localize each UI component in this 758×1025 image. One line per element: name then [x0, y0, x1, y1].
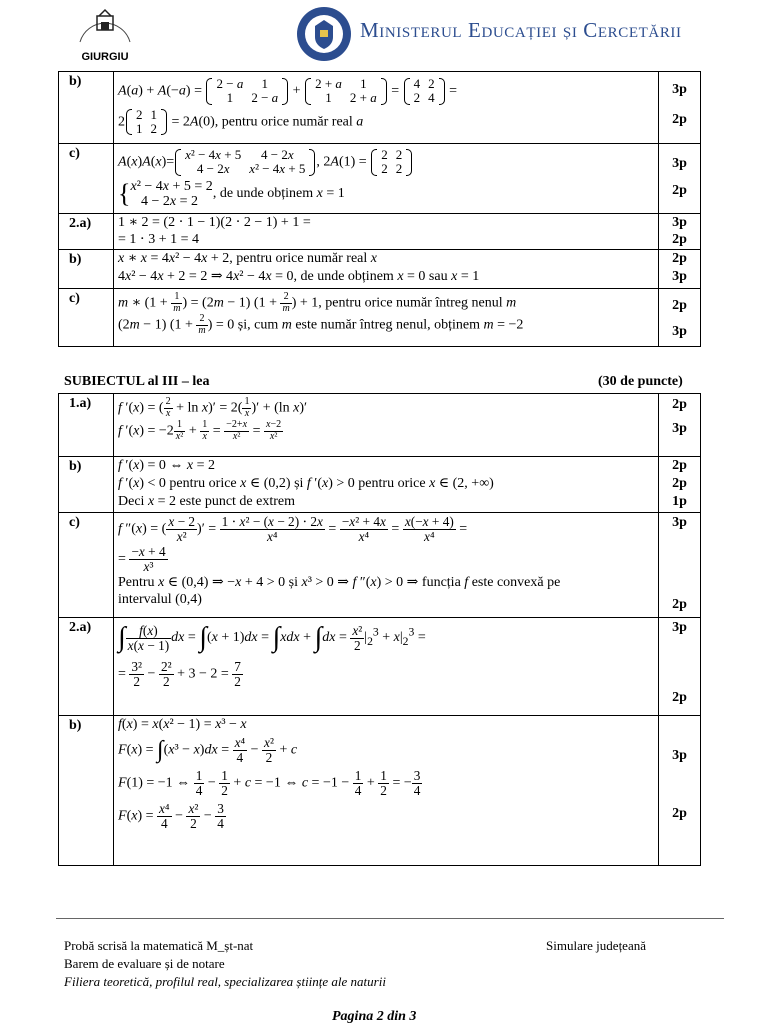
item-solution: x ∗ x = 4x² − 4x + 2, pentru orice număr real x 4x² − 4x + 2 = 2 ⇒ 4x² − 4x = 0, de unde obținem x = 0 sau x = 1 [114, 250, 659, 289]
grading-table-part2 [58, 71, 701, 347]
item-points: 3p 2p [659, 618, 701, 716]
table-row [59, 457, 701, 513]
item-solution: A(x)A(x)= x² − 4x + 5 4 − 2x 4 − 2x x² − 4x + 5 , 2A(1) = 2 2 2 2 {x² − 4x + 5 = 2 4 − 2x = 2, de unde obținem x = 1 [114, 144, 659, 214]
item-points: 3p 2p [659, 144, 701, 214]
item-label: b) [59, 250, 114, 289]
page-number: Pagina 2 din 3 [332, 1009, 417, 1024]
item-solution: f ′(x) = 0 ⇔ x = 2 f ′(x) < 0 pentru orice x ∈ (0,2) și f ′(x) > 0 pentru orice x ∈ (2, +∞) Deci x = 2 este punct de extrem [114, 457, 659, 513]
item-solution: m ∗ (1 + $\frac{1}{m}$ ) = (2m − 1) (1 + $\frac{2}{m}$ ) + 1, pentru orice număr întreg nenul m (2m − 1) (1 + $\frac{2}{m}$ ) = 0 și, cum m este număr întreg nenul, obținem m = −2 [114, 289, 659, 347]
table-row [59, 394, 701, 457]
item-points: 3p 2p [659, 513, 701, 618]
item-points: 2p 2p 1p [659, 457, 701, 513]
inspectorate-logo [70, 2, 140, 64]
item-solution: f(x) = x(x² − 1) = x³ − x F(x) = ∫(x³ − x)dx = $\frac{\text{x⁴}}{4}$ − $\frac{\text{x²}}{2}$ + c F(1) = −1 ⇔ $\frac{1}{4}$ − $\frac{1}{2}$ + c = −1 ⇔ c = −1 − $\frac{1}{4}$ + $\frac{1}{2}$ = − $\frac{3}{4}$ F(x) = $\frac{\text{x⁴}}{4}$ − $\frac{\text{x²}}{2}$ − $\frac{3}{4}$ [114, 716, 659, 866]
item-solution: A(a) + A(−a) = 2 − a 1 1 2 − a + 2 + a 1 1 2 + a = 4 2 2 4 = 2 2 1 1 2 = 2A(0), pentru orice număr real a [114, 72, 659, 144]
section-title: SUBIECTUL al III – lea [64, 374, 210, 389]
table-row [59, 72, 701, 144]
item-points: 3p 2p [659, 214, 701, 250]
ministry-title: Ministerul Educației și Cercetării [360, 18, 682, 42]
item-solution: ∫ $\frac{f(x)}{x(x - 1)}$ dx = ∫(x + 1)dx = ∫xdx + ∫dx = $\frac{\text{x²}}{2}$ $|_2^3 + x|_2^3$ = = $\frac{\text{3²}}{2}$ − $\frac{\text{2²}}{2}$ + 3 − 2 = $\frac{7}{2}$ [114, 618, 659, 716]
item-points: 2p 3p [659, 394, 701, 457]
footer-barem: Barem de evaluare și de notare [64, 956, 225, 971]
svg-text:GIURGIU: GIURGIU [81, 51, 129, 63]
footer-exam-name: Probă scrisă la matematică M_șt-nat [64, 938, 254, 953]
item-points: 2p 3p [659, 250, 701, 289]
table-row [59, 289, 701, 347]
item-points: 3p 2p [659, 716, 701, 866]
grading-table-part3 [58, 393, 701, 866]
table-row [59, 214, 701, 250]
item-label: b) [59, 457, 114, 513]
footer-simulation: Simulare județeană [546, 938, 646, 953]
footer-divider [56, 918, 724, 919]
item-label: c) [59, 513, 114, 618]
item-points: 3p 2p [659, 72, 701, 144]
table-row [59, 250, 701, 289]
item-solution: f ″(x) = ( $\frac{x - 2}{\text{x²}}$ )′ = $\frac{\text{1 ⋅ x² − (x − 2) ⋅ 2x}}{\text{x⁴}}$ = $\frac{\text{−x² + 4x}}{\text{x⁴}}$ = $\frac{x(-x + 4)}{\text{x⁴}}$ = = $\frac{-x + 4}{\text{x³}}$ Pentru x ∈ (0,4) ⇒ −x + 4 > 0 și x³ > 0 ⇒ f ″(x) > 0 ⇒ funcția f este convexă pe intervalul (0,4) [114, 513, 659, 618]
item-label: b) [59, 716, 114, 866]
item-solution: 1 ∗ 2 = (2 ⋅ 1 − 1)(2 ⋅ 2 − 1) + 1 = = 1 ⋅ 3 + 1 = 4 [114, 214, 659, 250]
item-label: 2.a) [59, 618, 114, 716]
item-label: 1.a) [59, 394, 114, 457]
table-row [59, 716, 701, 866]
item-points: 2p 3p [659, 289, 701, 347]
government-seal [296, 6, 352, 62]
item-label: 2.a) [59, 214, 114, 250]
item-label: b) [59, 72, 114, 144]
item-solution: f ′(x) = ( $\frac{2}{x}$ + ln x)′ = 2( $\frac{1}{x}$ )′ + (ln x)′ f ′(x) = −2 $\frac{1}{\text{x²}}$ + $\frac{1}{x}$ = $\frac{-2+x}{\text{x²}}$ = $\frac{x-2}{\text{x²}}$ [114, 394, 659, 457]
table-row [59, 144, 701, 214]
table-row [59, 513, 701, 618]
table-row [59, 618, 701, 716]
item-label: c) [59, 289, 114, 347]
footer-specialization: Filiera teoretică, profilul real, specializarea științe ale naturii [64, 974, 386, 989]
section-points: (30 de puncte) [598, 374, 683, 389]
item-label: c) [59, 144, 114, 214]
